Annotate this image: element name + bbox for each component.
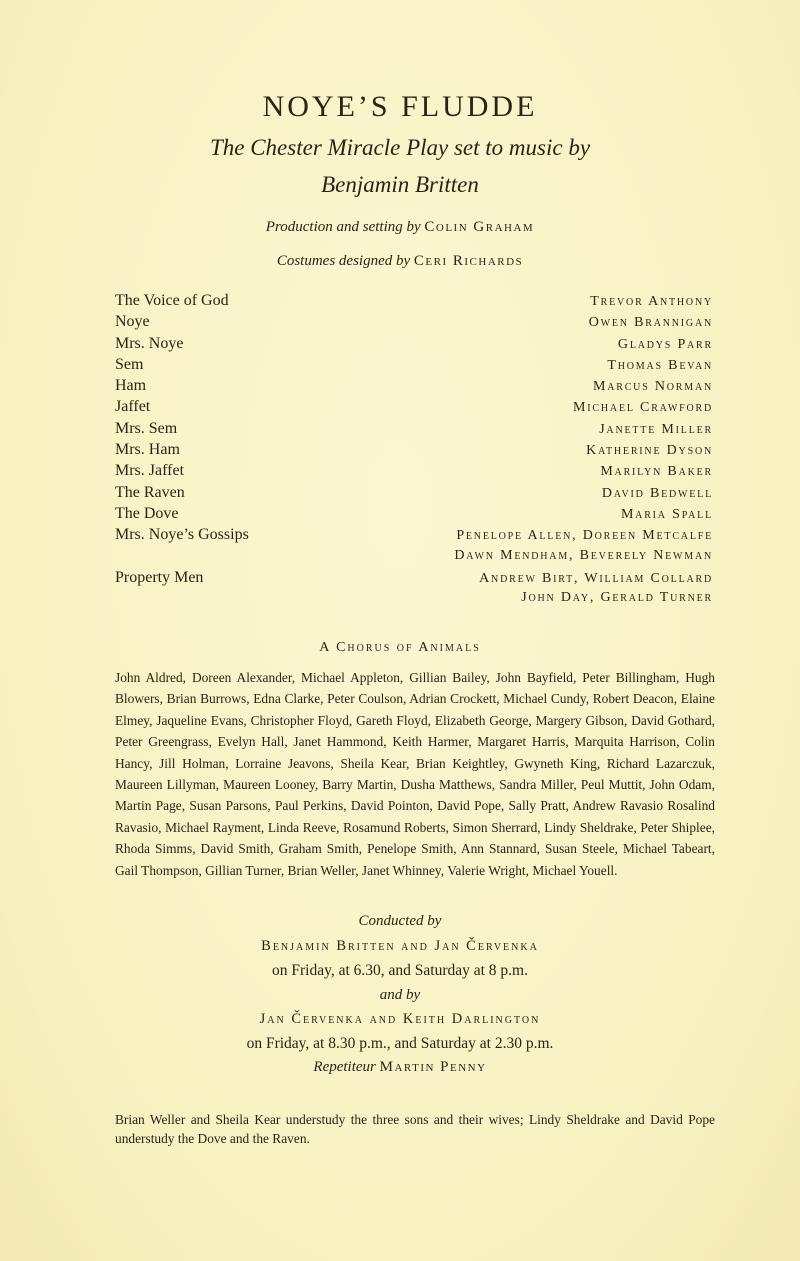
production-credit — [0, 219, 800, 236]
cast-row — [115, 335, 713, 356]
production-name: Colin Graham — [424, 219, 535, 235]
conductors-first: Benjamin Britten and Jan Červenka — [261, 938, 539, 954]
cast-role: Noye — [115, 313, 150, 331]
cast-row — [115, 462, 713, 483]
subtitle-line-1: The Chester Miracle Play set to music by — [209, 135, 591, 160]
page-title: NOYE’S FLUDDE — [262, 90, 538, 123]
cast-actor: Dawn Mendham, Beverely Newman — [454, 547, 713, 563]
cast-role: Mrs. Noye’s Gossips — [115, 526, 249, 544]
cast-actor: Andrew Birt, William Collard — [479, 570, 713, 586]
cast-list — [115, 292, 713, 611]
cast-role: The Dove — [115, 504, 179, 522]
cast-row — [115, 420, 713, 441]
conductors-second: Jan Červenka and Keith Darlington — [259, 1011, 541, 1027]
chorus-heading: A Chorus of Animals — [319, 640, 481, 655]
cast-actor: David Bedwell — [601, 485, 713, 501]
cast-actor: John Day, Gerald Turner — [521, 590, 713, 606]
cast-role: Mrs. Jaffet — [115, 462, 185, 480]
subtitle-composer: Benjamin Britten — [321, 172, 479, 197]
cast-actor: Trevor Anthony — [590, 294, 713, 309]
cast-row — [115, 292, 713, 313]
cast-row — [115, 548, 713, 569]
cast-row — [115, 441, 713, 462]
understudy-note: Brian Weller and Sheila Kear understudy the three sons and their wives; Lindy Sheldrake and David Pope understudy the Dove and the Raven. — [115, 1112, 715, 1146]
cast-row — [115, 526, 713, 547]
repetiteur-name: Martin Penny — [379, 1059, 487, 1075]
cast-actor: Gladys Parr — [617, 336, 713, 352]
cast-role: Mrs. Ham — [115, 441, 180, 459]
cast-actor: Penelope Allen, Doreen Metcalfe — [456, 528, 713, 544]
repetiteur-label: Repetiteur — [313, 1059, 376, 1075]
cast-actor: Marilyn Baker — [600, 464, 713, 480]
repetiteur-credit — [0, 1059, 800, 1076]
cast-actor: Marcus Norman — [592, 379, 713, 395]
cast-role: The Raven — [115, 483, 185, 501]
cast-actor: Michael Crawford — [573, 400, 713, 416]
production-role: Production and setting by — [265, 219, 421, 235]
cast-role: Mrs. Sem — [115, 419, 178, 437]
cast-row — [115, 356, 713, 377]
cast-role: Property Men — [115, 568, 204, 586]
cast-actor: Janette Miller — [599, 421, 713, 437]
cast-role: Ham — [115, 377, 147, 395]
cast-actor: Katherine Dyson — [586, 443, 713, 459]
cast-row — [115, 313, 713, 334]
cast-row — [115, 484, 713, 505]
times-second: on Friday, at 8.30 p.m., and Saturday at 2.30 p.m. — [246, 1035, 554, 1052]
chorus-members: John Aldred, Doreen Alexander, Michael Appleton, Gillian Bailey, John Bayfield, Peter Billingham, Hugh Blowers, Brian Burrows, Edna Clarke, Peter Coulson, Adrian Crockett, Michael Cundy, Robert Deacon, Elaine Elmey, Jaqueline Evans, Christopher Floyd, Gareth Floyd, Elizabeth George, Margery Gibson, David Gothard, Peter Greengrass, Evelyn Hall, Janet Hammond, Keith Harmer, Margaret Harris, Marquita Harrison, Colin Hancy, Jill Holman, Lorraine Jeavons, Sheila Kear, Brian Keightley, Gwyneth King, Richard Lazarczuk, Maureen Lillyman, Maureen Looney, Barry Martin, Dusha Matthews, Sandra Miller, Peul Muttit, John Odam, Martin Page, Susan Parsons, Paul Perkins, David Pointon, David Pope, Sally Pratt, Andrew Ravasio Rosalind Ravasio, Michael Rayment, Linda Reeve, Rosamund Roberts, Simon Sherrard, Lindy Sheldrake, Peter Shiplee, Rhoda Simms, David Smith, Graham Smith, Penelope Smith, Ann Stannard, Susan Steele, Michael Tabeart, Gail Thompson, Gillian Turner, Brian Weller, Janet Whinney, Valerie Wright, Michael Youell. — [115, 670, 715, 878]
cast-row — [115, 398, 713, 419]
cast-actor: Owen Brannigan — [588, 315, 713, 331]
cast-role: Mrs. Noye — [115, 334, 184, 352]
costumes-credit — [0, 253, 800, 270]
cast-role: Jaffet — [115, 398, 151, 416]
costumes-role: Costumes designed by — [276, 253, 411, 269]
cast-actor: Thomas Bevan — [607, 357, 713, 373]
conducted-label: Conducted by — [358, 913, 442, 929]
cast-row — [115, 505, 713, 526]
cast-row — [115, 377, 713, 398]
cast-row — [115, 590, 713, 611]
cast-actor: Maria Spall — [620, 506, 713, 522]
costumes-name: Ceri Richards — [413, 253, 524, 269]
cast-row — [115, 569, 713, 590]
and-by-label: and by — [379, 987, 421, 1003]
times-first: on Friday, at 6.30, and Saturday at 8 p.m. — [272, 962, 528, 979]
cast-role: Sem — [115, 355, 144, 373]
cast-role: The Voice of God — [115, 292, 229, 309]
